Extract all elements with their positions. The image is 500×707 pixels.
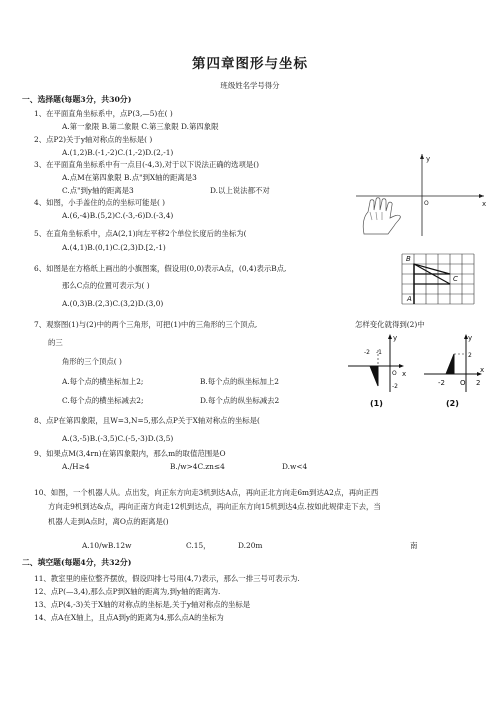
fig2-origin: O — [460, 379, 466, 387]
fig1-caption: (1) — [370, 399, 383, 408]
q6-text: 6、如图是在方格纸上画出的小旗图案，假设用(0,0)表示A点，(0,4)表示B点, — [34, 264, 287, 273]
q10-south-label: 南 — [410, 541, 418, 550]
grid-lines — [402, 254, 474, 304]
q3-option-ab: A.点M在第四象限 B.点"到X轴的距离是3 — [62, 173, 197, 182]
hand-figure-x-label: x — [482, 200, 487, 208]
q9-option-a: A./H≥4 — [62, 462, 90, 471]
q7-option-d: D.每个点的纵坐标减去2 — [200, 396, 280, 405]
fig1-x-label: x — [402, 370, 407, 378]
q10-option-ab: A.10/wB.12w — [82, 541, 132, 550]
fig2-tick-2: 2 — [476, 379, 481, 387]
fig2-triangle — [446, 354, 454, 374]
hand-figure-y-arrow — [420, 154, 424, 159]
page-title: 第四章图形与坐标 — [192, 56, 308, 72]
fig2-tick-y2: 2 — [468, 352, 472, 359]
hand-figure-origin: O — [424, 200, 429, 207]
q7-text-right: 怎样变化就得到(2)中 — [355, 320, 425, 329]
q2-options: A.(1,2)B.(-1,-2)C.(1,-2)D.(2,-1) — [62, 148, 174, 157]
triangles-figure — [340, 330, 490, 410]
q7-text-3: 角形的三个顶点( ) — [62, 357, 122, 366]
q7-text: 7、观察图(1)与(2)中的两个三角形，可把(1)中的三角形的三个顶点, — [34, 320, 258, 329]
q10-option-d: D.20m — [238, 541, 263, 550]
hand-axes-figure — [352, 150, 490, 240]
fig1-triangle — [370, 366, 378, 386]
q7-option-c: C.每个点的横坐标减去2; — [62, 396, 144, 405]
q3-option-d: D.以上说法都不对 — [210, 186, 270, 195]
hand-figure-y-label: y — [426, 155, 431, 163]
q1-options: A.第一象限 B.第二象限 C.第三象限 D.第四象限 — [62, 122, 219, 131]
triangle-figure-2 — [424, 334, 484, 408]
q10-text: 10、如图，一个机器人从。点出发，向正东方向走3机到达A点，再向正北方向走6m到达A2点，再向正西 — [34, 488, 379, 497]
q10-text-3: 机器人走到A点时，离O点的距离是() — [48, 517, 169, 526]
grid-label-a: A — [407, 295, 412, 303]
q8-options: A.(3,-5)B.(-3,5)C.(-5,-3)D.(3,5) — [62, 434, 174, 443]
fig2-tick-neg2: -2 — [438, 379, 445, 387]
q5-text: 5、在直角坐标系中，点A(2,1)向左平移2个单位长度后的坐标为( — [34, 229, 247, 238]
section-1-heading: 一、选择题(每题3分，共30分) — [22, 95, 132, 104]
hand-icon — [363, 198, 400, 234]
q6-options: A.(0,3)B.(2,3)C.(3,2)D.(3,0) — [62, 299, 164, 308]
q4-options: A.(6,-4)B.(5,2)C.(-3,-6)D.(-3,4) — [62, 211, 174, 220]
section-2-heading: 二、填空题(每题4分，共32分) — [22, 558, 132, 567]
page-subtitle: 班级姓名学号得分 — [220, 81, 280, 90]
q7-text-2: 的三 — [48, 338, 63, 347]
q9-text: 9、如果点M(3,4rn)在第四象限内，那么m的取值范围是O — [34, 449, 226, 458]
fig1-origin: O — [392, 370, 397, 377]
grid-flag-figure — [398, 250, 478, 310]
fig2-x-label: x — [480, 366, 485, 374]
q14-text: 14、点A在X轴上，且点A到y的距离为4,那么点A的坐标为 — [34, 613, 224, 622]
fig1-tick-neg1: -1 — [376, 349, 382, 356]
q6-text-2: 那么C点的位置可表示为( ) — [62, 281, 150, 290]
q7-option-a: A.每个点的横坐标加上2; — [62, 377, 144, 386]
fig1-tick-y-neg2: -2 — [392, 383, 398, 390]
q11-text: 11、教室里的座位整齐摆放，假设四排七号用(4,7)表示，那么一排三号可表示为. — [34, 574, 300, 583]
q12-text: 12、点P(—3,4),那么点P到X轴的距离为,到y轴的距离为. — [34, 587, 221, 596]
q3-text: 3、在平面直角坐标系中有一点目(-4,3),对于以下说法正确的选项是() — [34, 160, 259, 169]
q10-option-c: C.15， — [186, 541, 211, 550]
q3-option-c: C.点"到y轴的距离是3 — [62, 186, 134, 195]
q9-option-bc: B./w>4C.zn≤4 — [170, 462, 225, 471]
q8-text: 8、点P在第四象限，且W=3,N=5,那么点P关于X轴对称点的坐标是( — [34, 416, 260, 425]
q1-text: 1、在平面直角坐标系中，点P(3,—5)在( ) — [34, 109, 173, 118]
fig1-y-label: y — [393, 334, 398, 342]
triangle-figure-1 — [348, 334, 406, 408]
q7-option-b: B.每个点的纵坐标加上2 — [200, 377, 279, 386]
q13-text: 13、点P(4,-3)关于X轴的对称点的坐标是,关于y轴对称点的坐标是 — [34, 600, 251, 609]
grid-label-c: C — [453, 275, 458, 283]
q2-text: 2、点P2)关于y轴对称点的坐标是( ) — [34, 135, 153, 144]
q10-text-2: 方向走9机到达&点，再向正南方向走12机到达点，再向正东方向15机到达4点.按如此规律走下去，当 — [48, 502, 381, 511]
q5-options: A.(4,1)B.(0,1)C.(2,3)D.[2,-1) — [62, 243, 166, 252]
fig2-y-label: y — [468, 334, 473, 342]
grid-label-b: B — [406, 255, 411, 263]
q9-option-d: D.w<4 — [282, 462, 308, 471]
fig1-tick-neg2: -2 — [364, 349, 370, 356]
hand-figure-x-arrow — [479, 194, 484, 198]
q4-text: 4、如图，小手盖住的点的坐标可能是( ) — [34, 198, 166, 207]
fig2-caption: (2) — [446, 399, 459, 408]
